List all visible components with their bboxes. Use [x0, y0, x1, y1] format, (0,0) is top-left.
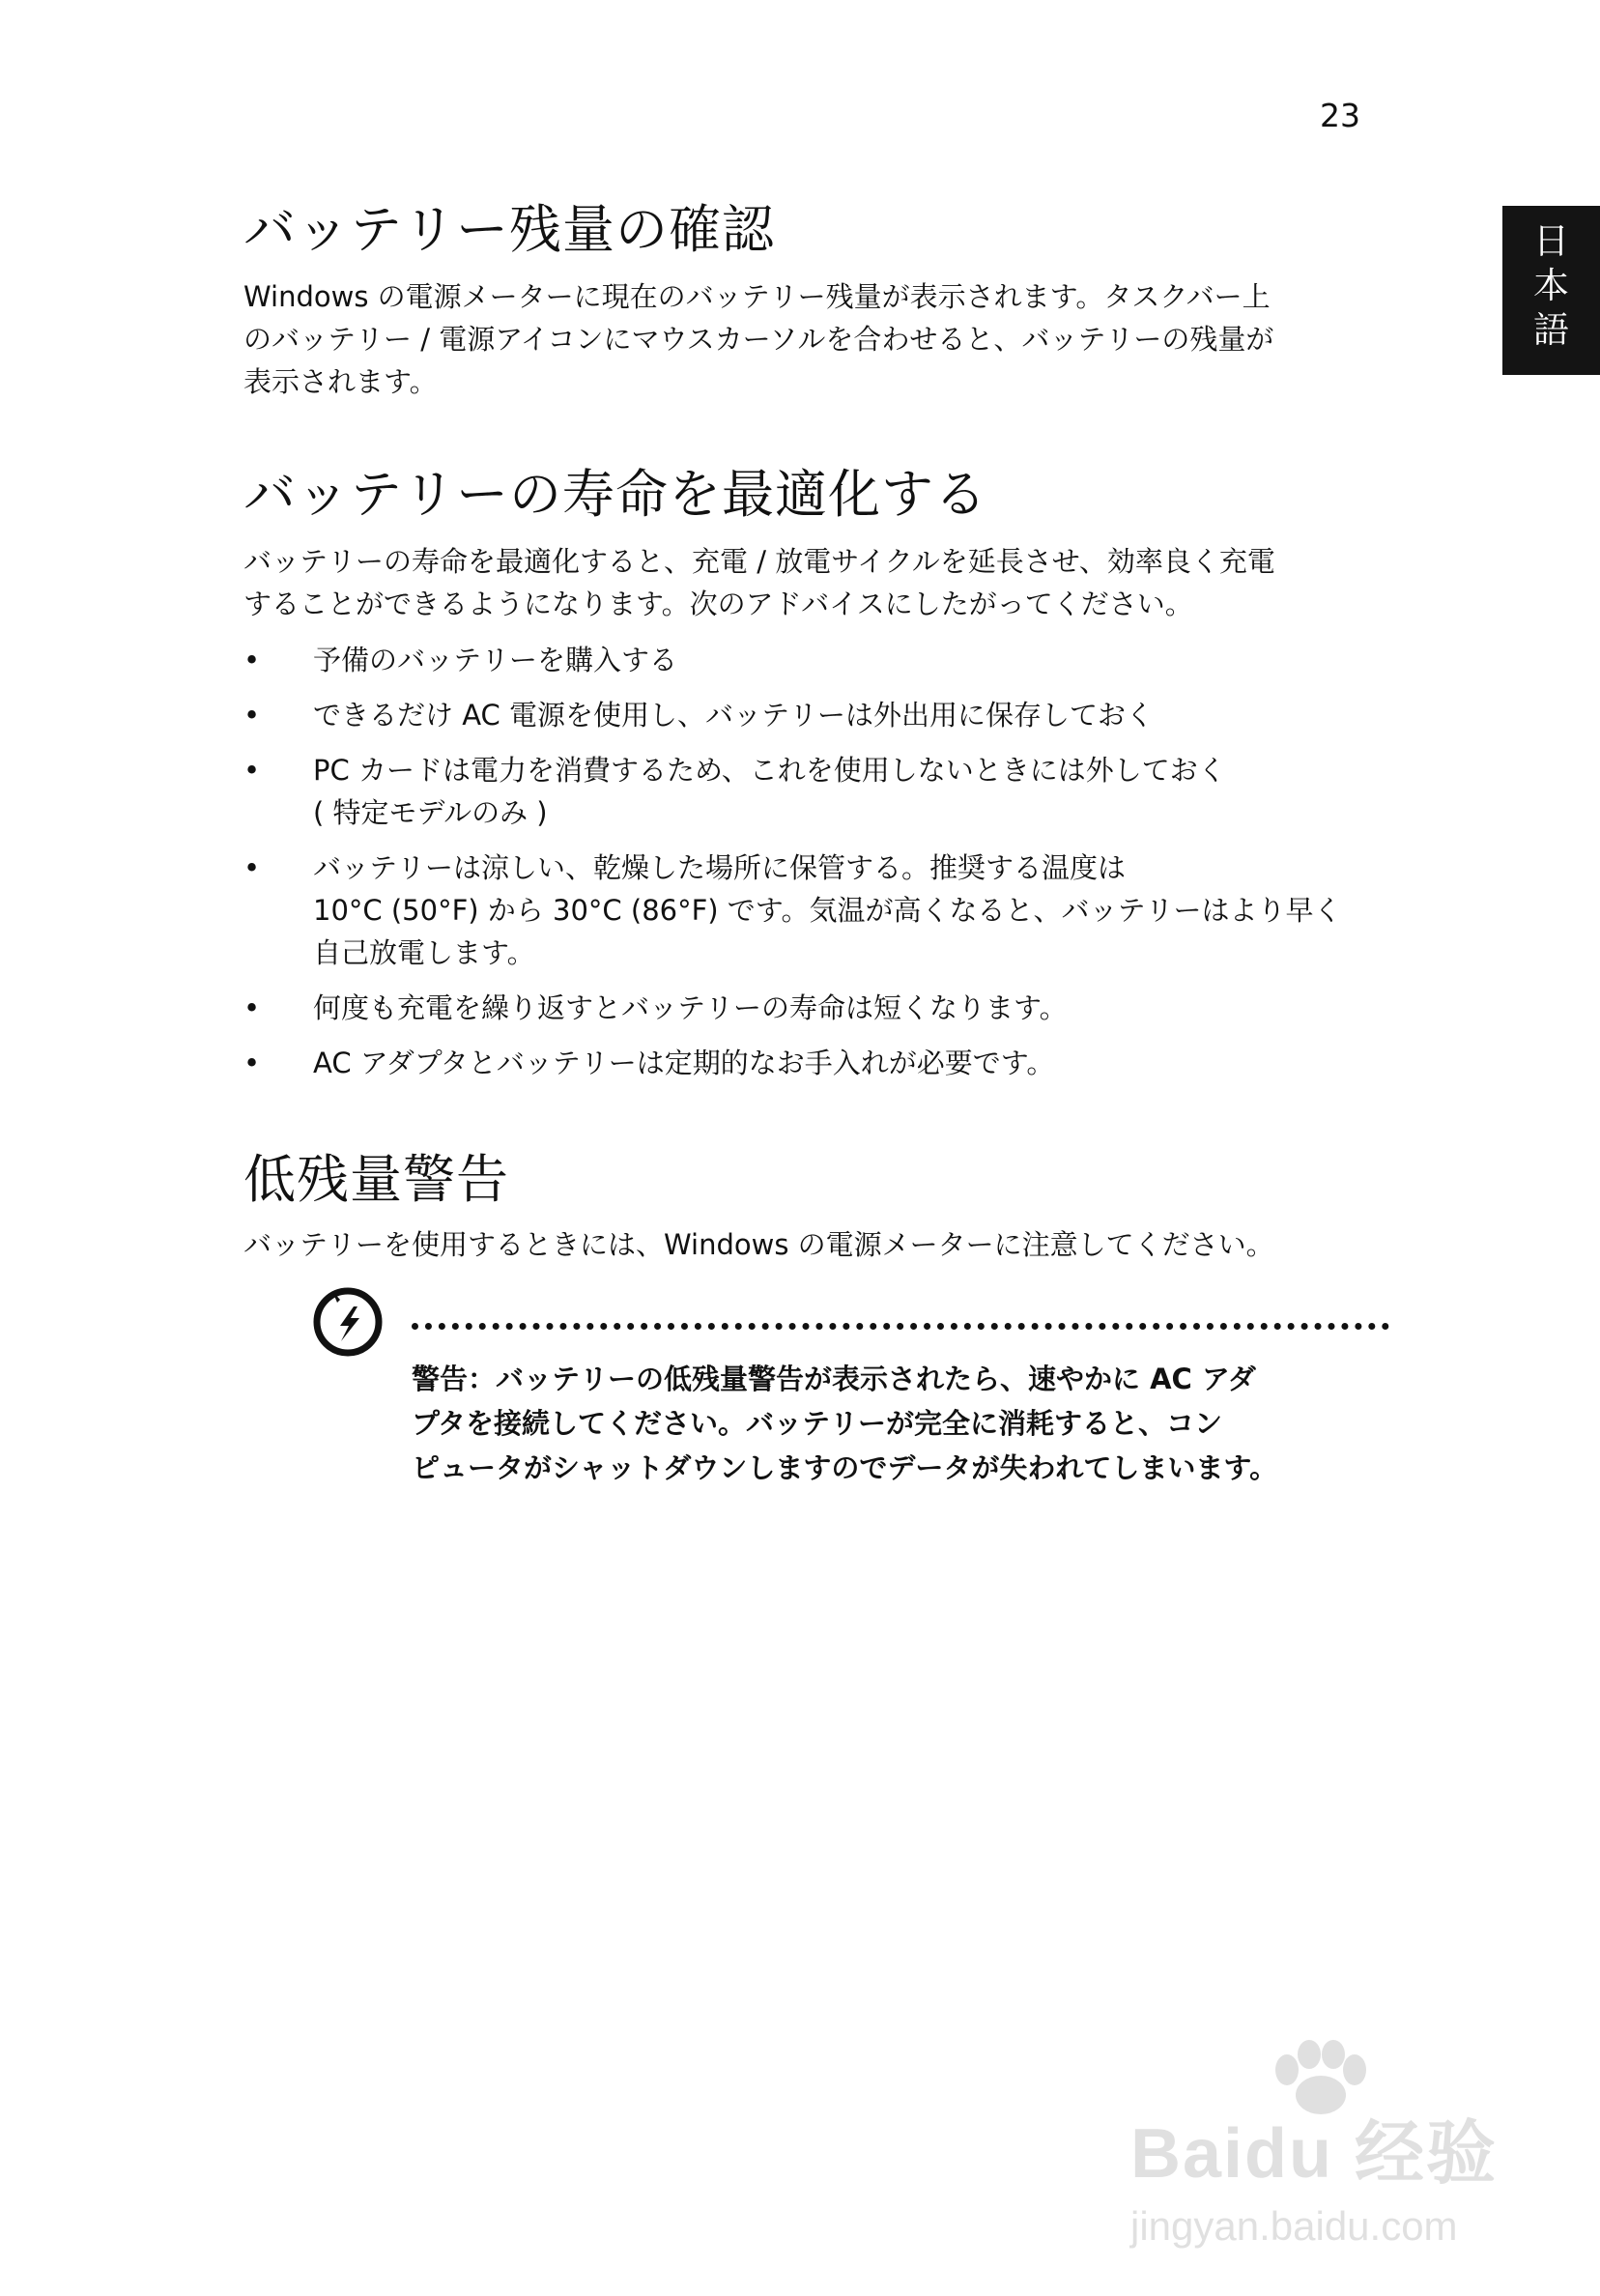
lightning-bolt-icon: [309, 1283, 386, 1361]
bullet-icon: •: [243, 851, 261, 884]
language-tab-char: 語: [1533, 309, 1569, 351]
page-number: 23: [1320, 97, 1360, 134]
section-battery-level: [243, 196, 1384, 403]
section-low-battery-warning: [243, 1146, 1384, 1266]
list-item-text: バッテリーは涼しい、乾燥した場所に保管する。推奨する温度は 10°C (50°F) から 30°C (86°F) です。気温が高くなると、バッテリーはより早く 自己放電します。: [313, 851, 1342, 969]
bullet-icon: •: [243, 991, 261, 1024]
bullet-icon: •: [243, 754, 261, 787]
list-item: [243, 639, 1384, 681]
list-item-text: 何度も充電を繰り返すとバッテリーの寿命は短くなります。: [313, 991, 1068, 1024]
section-body: Windows の電源メーターに現在のバッテリー残量が表示されます。タスクバー上 のバッテリー / 電源アイコンにマウスカーソルを合わせると、バッテリーの残量が 表示されます。: [243, 280, 1274, 398]
watermark-brand: Baidu 经验: [1130, 2115, 1499, 2193]
warning-text: 警告：バッテリーの低残量警告が表示されたら、速やかに AC アダ プタを接続してください。バッテリーが完全に消耗すると、コン ピュータがシャットダウンしますのでデータが失われてしまいます。: [412, 1363, 1278, 1484]
language-tab-char: 本: [1533, 265, 1569, 306]
list-item-text: PC カードは電力を消費するため、これを使用しないときには外しておく ( 特定モデルのみ ): [313, 754, 1226, 829]
warning-divider: [412, 1323, 1389, 1330]
baidu-watermark: [1101, 2039, 1507, 2271]
list-item: [243, 1042, 1384, 1084]
watermark-url: jingyan.baidu.com: [1130, 2203, 1458, 2249]
list-item-text: AC アダプタとバッテリーは定期的なお手入れが必要です。: [313, 1047, 1055, 1079]
bullet-icon: •: [243, 644, 261, 676]
language-tab: [1502, 206, 1600, 375]
section-body: バッテリーを使用するときには、Windows の電源メーターに注意してください。: [243, 1228, 1274, 1261]
list-item: [243, 694, 1384, 736]
section-title: バッテリーの寿命を最適化する: [243, 464, 987, 525]
bullet-icon: •: [243, 699, 261, 732]
list-item: [243, 847, 1384, 974]
section-title: 低残量警告: [243, 1149, 509, 1210]
section-title: バッテリー残量の確認: [243, 199, 775, 260]
bullet-icon: •: [243, 1047, 261, 1079]
list-item-text: できるだけ AC 電源を使用し、バッテリーは外出用に保存しておく: [313, 699, 1155, 732]
tips-list: [243, 639, 1384, 1084]
list-item-text: 予備のバッテリーを購入する: [313, 644, 678, 676]
language-tab-char: 日: [1533, 220, 1569, 262]
section-battery-life: [243, 461, 1384, 1097]
section-intro: バッテリーの寿命を最適化すると、充電 / 放電サイクルを延長させ、効率良く充電 することができるようになります。次のアドバイスにしたがってください。: [243, 545, 1275, 620]
list-item: [243, 987, 1384, 1029]
list-item: [243, 749, 1384, 834]
